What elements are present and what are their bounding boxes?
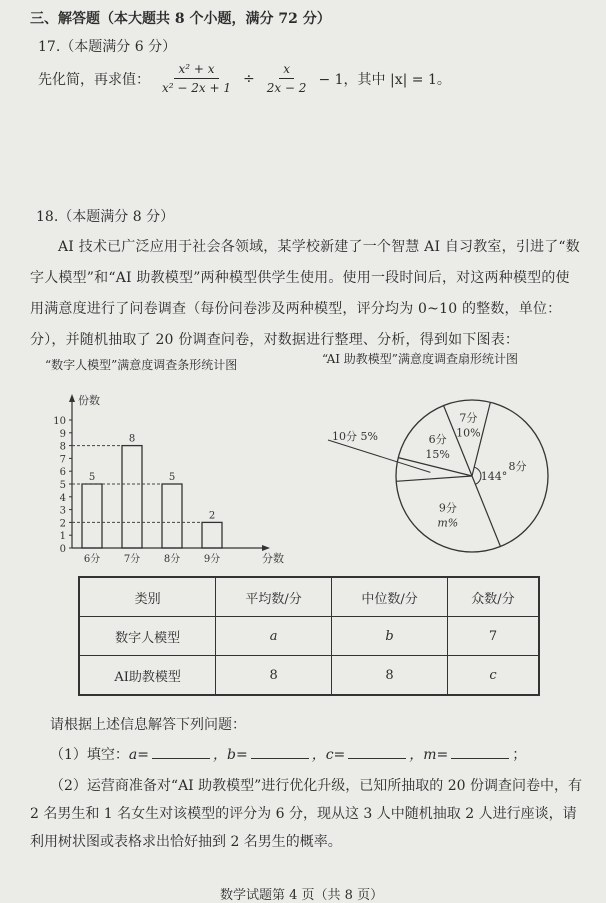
fraction-1-numerator: x² + x (174, 62, 218, 79)
blank-c[interactable] (348, 758, 406, 759)
bar (202, 522, 222, 548)
pie-slice-label: 7分 (459, 411, 478, 425)
bar (162, 484, 182, 548)
page-footer: 数学试题第 4 页（共 8 页） (220, 888, 384, 903)
pie-chart-title: “AI 助教模型”满意度调查扇形统计图 (322, 352, 518, 366)
y-tick-label: 0 (59, 544, 66, 555)
table-cell: a (216, 617, 332, 656)
y-tick-label: 8 (59, 441, 66, 453)
pie-slice-label: 6分 (428, 433, 447, 447)
bar-chart-title: “数字人模型”满意度调查条形统计图 (45, 358, 238, 372)
y-axis-arrow (69, 394, 75, 402)
table-header-row (79, 577, 539, 617)
x-tick-label: 8分 (163, 554, 181, 565)
pie-slice-value: 144° (480, 470, 508, 483)
q1-a-label: a= (128, 747, 149, 763)
table-cell: 8 (216, 656, 332, 696)
y-tick-label: 10 (53, 416, 66, 427)
q17-prefix: 先化简，再求值： (38, 71, 150, 88)
statistics-table (78, 576, 540, 696)
y-axis-label: 份数 (78, 394, 100, 407)
question-2: （2）运营商准备对“AI 助教模型”进行优化升级，已知所抽取的 20 份调查问卷中，有 2 名男生和 1 名女生对该模型的评分为 6 分，现从这 3 人中随机抽取 2 人进行座谈，请利用树状图或表格求出恰好抽到 2 名男生的概率。 (30, 778, 583, 850)
table-cell: 7 (447, 617, 539, 656)
table-header-cell: 众数/分 (447, 577, 539, 617)
bar-data-label: 5 (88, 472, 96, 483)
pie-leader-line (328, 440, 430, 472)
bar-data-label: 2 (208, 510, 216, 522)
pie-slice-label: 8分 (508, 459, 527, 473)
table-cell: 数字人模型 (79, 617, 216, 656)
y-tick-label: 3 (59, 505, 66, 517)
questions-intro: 请根据上述信息解答下列问题： (50, 717, 246, 733)
q17-heading: 17.（本题满分 6 分） (38, 39, 177, 55)
q17-expression (38, 62, 451, 95)
pie-slice-value: m% (437, 516, 459, 530)
bar (122, 446, 142, 548)
pie-slice-value: 10% (456, 426, 481, 440)
q18-heading: 18.（本题满分 8 分） (36, 209, 175, 225)
table-row (79, 617, 539, 656)
table-cell: b (332, 617, 448, 656)
pie-chart (320, 388, 527, 573)
table-cell: AI助教模型 (79, 656, 216, 696)
q17-suffix: − 1，其中 |x| = 1。 (318, 71, 451, 88)
q1-m-label: ，m= (409, 747, 449, 763)
fraction-1 (158, 62, 235, 95)
y-tick-label: 5 (59, 480, 66, 491)
y-tick-label: 1 (59, 531, 66, 543)
q1-b-label: ，b= (213, 747, 248, 763)
fraction-1-denominator: x² − 2x + 1 (162, 81, 231, 95)
x-axis-arrow (262, 545, 270, 551)
fraction-2-numerator: x (279, 62, 294, 79)
x-tick-label: 7分 (123, 554, 141, 565)
y-tick-label: 9 (59, 428, 66, 440)
y-tick-label: 7 (59, 454, 66, 466)
q18-paragraph: AI 技术已广泛应用于社会各领域，某学校新建了一个智慧 AI 自习教室，引进了“数字人模型”和“AI 助教模型”两种模型供学生使用。使用一段时间后，对这两种模型的使用满意度进行了问卷调查（每份问卷涉及两种模型，评分均为 0~10 的整数，单位：分），并随机抽取了 20 份调查问卷，对数据进行整理、分析，得到如下图表： (30, 239, 580, 348)
pie-slice-edge (396, 476, 472, 481)
q1-end: ； (512, 747, 527, 763)
pie-slice-edge (472, 476, 500, 546)
table-row (79, 656, 539, 696)
bar-chart (44, 390, 304, 570)
table-header-cell: 中位数/分 (332, 577, 448, 617)
blank-b[interactable] (251, 758, 309, 759)
division-sign: ÷ (242, 70, 255, 87)
table-cell: 8 (332, 656, 448, 696)
table-header-cell: 类别 (79, 577, 216, 617)
blank-m[interactable] (451, 758, 509, 759)
fraction-2-denominator: 2x − 2 (266, 81, 307, 95)
x-tick-label: 6分 (83, 554, 101, 565)
y-tick-label: 4 (59, 492, 66, 504)
pie-slice-label: 10分 5% (332, 430, 378, 443)
section-title: 三、解答题（本大题共 8 个小题，满分 72 分） (30, 11, 331, 27)
fraction-2 (263, 62, 311, 95)
x-axis-label: 分数 (262, 552, 284, 565)
q1-c-label: ，c= (311, 747, 346, 763)
question-1 (50, 744, 526, 764)
q1-prefix: （1）填空： (50, 747, 129, 763)
table-cell: c (447, 656, 539, 696)
y-tick-label: 2 (59, 518, 66, 530)
bar (82, 484, 102, 548)
y-tick-label: 6 (59, 467, 66, 479)
x-tick-label: 9分 (203, 554, 221, 565)
bar-data-label: 5 (168, 472, 176, 483)
pie-slice-value: 15% (425, 448, 450, 462)
table-header-cell: 平均数/分 (216, 577, 332, 617)
bar-data-label: 8 (128, 433, 136, 445)
blank-a[interactable] (152, 758, 210, 759)
pie-slice-label: 9分 (438, 501, 457, 515)
